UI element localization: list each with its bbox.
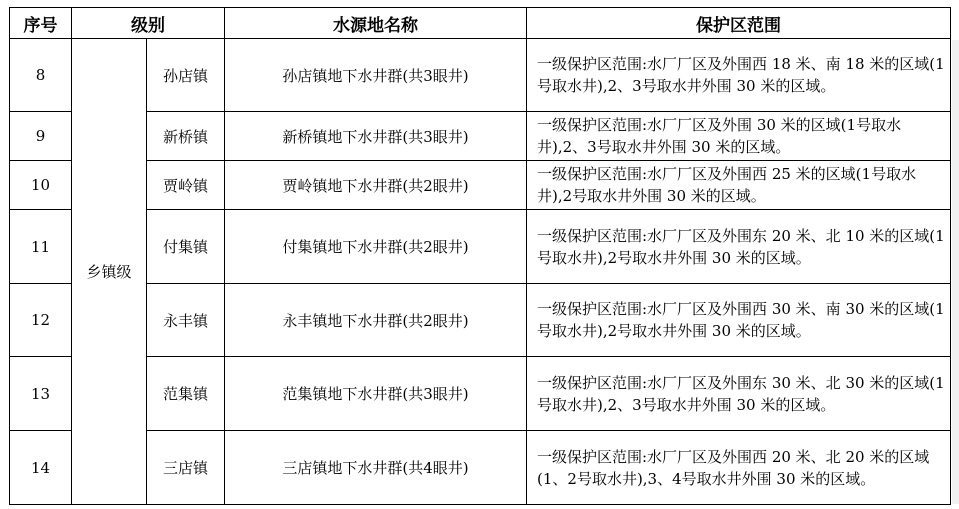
row-number: 9 xyxy=(10,112,72,161)
source-name: 孙店镇地下水井群(共3眼井) xyxy=(225,39,527,112)
table-row xyxy=(10,39,951,112)
table-header-row xyxy=(10,8,951,39)
town-name: 范集镇 xyxy=(147,357,225,431)
protection-range: 一级保护区范围:水厂厂区及外围西 20 米、北 20 米的区域(1、2号取水井),3、4号取水井外围 30 米的区域。 xyxy=(527,431,951,505)
table-row xyxy=(10,357,951,431)
header-protection-range: 保护区范围 xyxy=(527,8,951,39)
row-number: 8 xyxy=(10,39,72,112)
protection-range: 一级保护区范围:水厂厂区及外围东 30 米、北 30 米的区域(1号取水井),2、3号取水井外围 30 米的区域。 xyxy=(527,357,951,431)
source-name: 范集镇地下水井群(共3眼井) xyxy=(225,357,527,431)
table-row xyxy=(10,431,951,505)
town-name: 永丰镇 xyxy=(147,284,225,357)
header-index: 序号 xyxy=(10,8,72,39)
header-level: 级别 xyxy=(72,8,225,39)
town-name: 三店镇 xyxy=(147,431,225,505)
header-source-name: 水源地名称 xyxy=(225,8,527,39)
protection-range: 一级保护区范围:水厂厂区及外围东 20 米、北 10 米的区域(1号取水井),2号取水井外围 30 米的区域。 xyxy=(527,210,951,284)
protection-range: 一级保护区范围:水厂厂区及外围 30 米的区域(1号取水井),2、3号取水井外围 30 米的区域。 xyxy=(527,112,951,161)
town-name: 贾岭镇 xyxy=(147,161,225,210)
row-number: 12 xyxy=(10,284,72,357)
level-cell: 乡镇级 xyxy=(72,39,147,505)
source-name: 付集镇地下水井群(共2眼井) xyxy=(225,210,527,284)
page-edge xyxy=(952,40,959,504)
row-number: 10 xyxy=(10,161,72,210)
row-number: 14 xyxy=(10,431,72,505)
town-name: 孙店镇 xyxy=(147,39,225,112)
row-number: 11 xyxy=(10,210,72,284)
town-name: 新桥镇 xyxy=(147,112,225,161)
water-source-protection-table xyxy=(9,7,951,505)
table-row xyxy=(10,284,951,357)
protection-range: 一级保护区范围:水厂厂区及外围西 18 米、南 18 米的区域(1号取水井),2、3号取水井外围 30 米的区域。 xyxy=(527,39,951,112)
table-row xyxy=(10,112,951,161)
source-name: 三店镇地下水井群(共4眼井) xyxy=(225,431,527,505)
table-row xyxy=(10,210,951,284)
protection-range: 一级保护区范围:水厂厂区及外围西 30 米、南 30 米的区域(1号取水井),2号取水井外围 30 米的区域。 xyxy=(527,284,951,357)
table-row xyxy=(10,161,951,210)
town-name: 付集镇 xyxy=(147,210,225,284)
protection-range: 一级保护区范围:水厂厂区及外围西 25 米的区域(1号取水井),2号取水井外围 30 米的区域。 xyxy=(527,161,951,210)
source-name: 新桥镇地下水井群(共3眼井) xyxy=(225,112,527,161)
row-number: 13 xyxy=(10,357,72,431)
source-name: 永丰镇地下水井群(共2眼井) xyxy=(225,284,527,357)
source-name: 贾岭镇地下水井群(共2眼井) xyxy=(225,161,527,210)
